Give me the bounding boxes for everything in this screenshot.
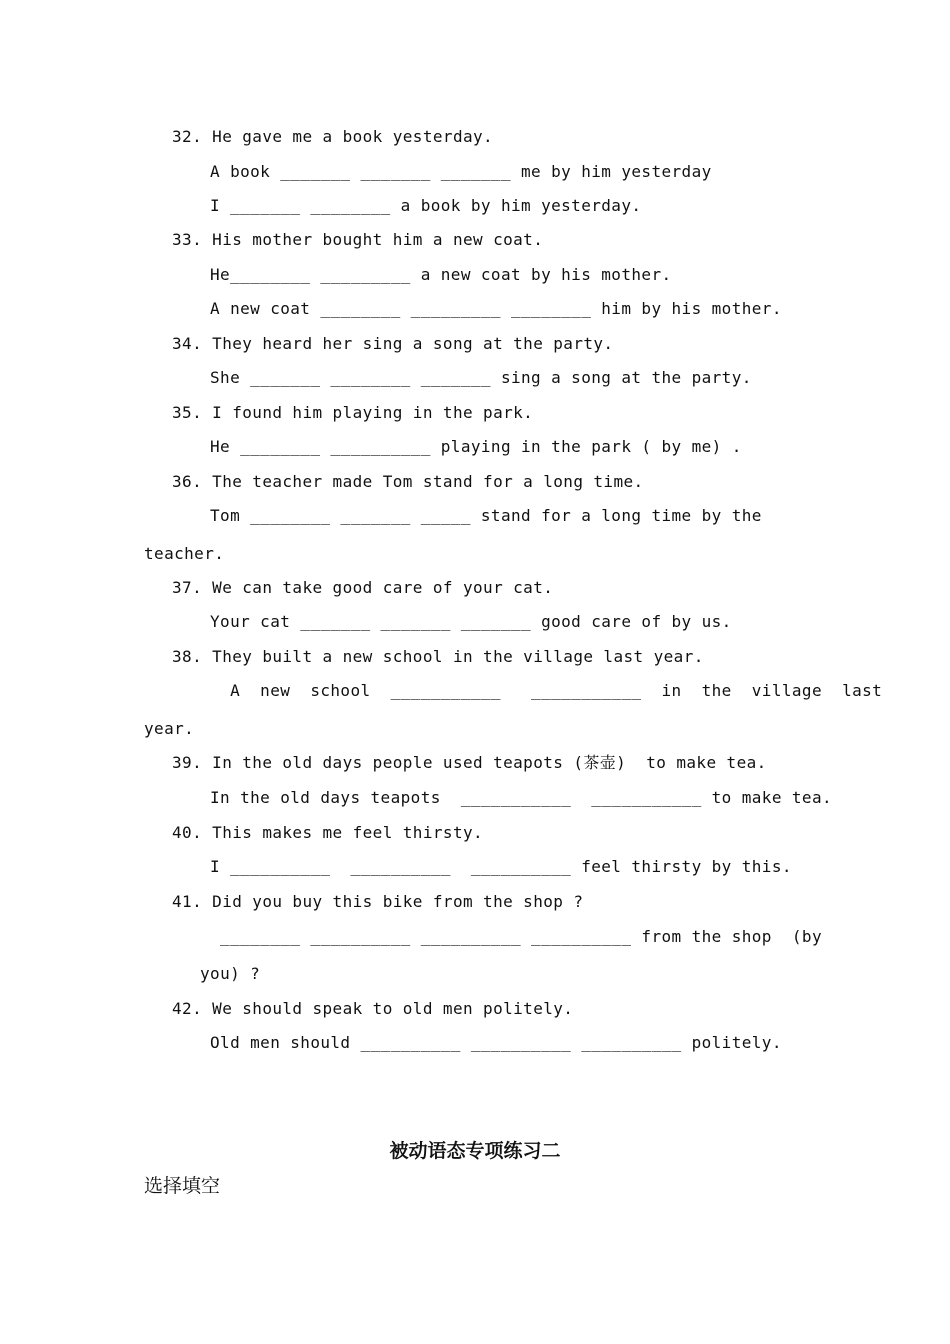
answer-line: Your cat _______ _______ _______ good care of by us. [210, 612, 732, 631]
question-sentence: The teacher made Tom stand for a long time. [212, 472, 644, 491]
question-number: 36. [172, 472, 203, 491]
question-number: 33. [172, 230, 203, 249]
answer-line: A book _______ _______ _______ me by him yesterday [210, 162, 712, 181]
question-33 [172, 230, 543, 250]
question-37 [172, 578, 553, 598]
question-sentence: This makes me feel thirsty. [212, 823, 484, 842]
answer-line: I __________ __________ __________ feel thirsty by this. [210, 857, 792, 876]
question-number: 41. [172, 892, 203, 911]
question-number: 40. [172, 823, 203, 842]
answer-line: In the old days teapots ___________ ___________ to make tea. [210, 788, 833, 807]
answer-line: ________ __________ __________ __________ from the shop (by [210, 927, 823, 946]
answer-line: I _______ ________ a book by him yesterday. [210, 196, 642, 215]
question-sentence: They built a new school in the village last year. [212, 647, 704, 666]
question-number: 37. [172, 578, 203, 597]
answer-continuation: you) ? [200, 964, 261, 983]
answer-continuation: teacher. [144, 544, 225, 563]
question-34 [172, 334, 613, 354]
question-sentence: We should speak to old men politely. [212, 999, 574, 1018]
question-number: 38. [172, 647, 203, 666]
question-42 [172, 999, 573, 1019]
answer-continuation: year. [144, 719, 195, 738]
answer-line: A new coat ________ _________ ________ him by his mother. [210, 299, 782, 318]
question-number: 34. [172, 334, 203, 353]
question-41 [172, 892, 583, 912]
question-number: 39. [172, 753, 203, 772]
question-32 [172, 127, 493, 147]
question-number: 35. [172, 403, 203, 422]
question-35 [172, 403, 533, 423]
question-number: 32. [172, 127, 203, 146]
question-sentence: His mother bought him a new coat. [212, 230, 544, 249]
question-number: 42. [172, 999, 203, 1018]
answer-line: Old men should __________ __________ __________ politely. [210, 1033, 782, 1052]
question-39 [172, 753, 767, 773]
answer-line: He ________ __________ playing in the park ( by me) . [210, 437, 742, 456]
question-sentence: He gave me a book yesterday. [212, 127, 494, 146]
answer-line: Tom ________ _______ _____ stand for a long time by the [210, 506, 762, 525]
question-sentence: I found him playing in the park. [212, 403, 534, 422]
answer-line: She _______ ________ _______ sing a song at the party. [210, 368, 752, 387]
answer-line: A new school ___________ ___________ in the village last [210, 681, 883, 700]
question-40 [172, 823, 483, 843]
answer-line: He________ _________ a new coat by his mother. [210, 265, 672, 284]
question-sentence: In the old days people used teapots (茶壶) to make tea. [212, 753, 767, 772]
question-38 [172, 647, 704, 667]
question-sentence: Did you buy this bike from the shop ? [212, 892, 584, 911]
section-subheading: 选择填空 [144, 1175, 221, 1197]
question-sentence: They heard her sing a song at the party. [212, 334, 614, 353]
question-sentence: We can take good care of your cat. [212, 578, 554, 597]
question-36 [172, 472, 644, 492]
section-heading: 被动语态专项练习二 [389, 1140, 561, 1162]
